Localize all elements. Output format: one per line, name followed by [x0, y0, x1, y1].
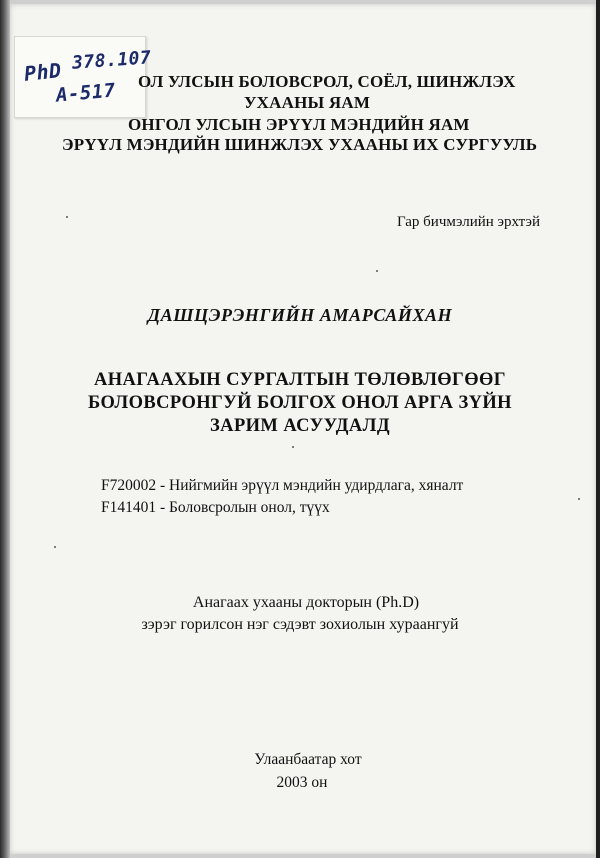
degree-line1: Анагаах ухааны докторын (Ph.D) — [192, 594, 420, 611]
library-mark-phd: PhD — [22, 58, 63, 86]
city: Улаанбаатар хот — [254, 751, 362, 768]
scan-speck — [54, 546, 56, 548]
scan-speck — [292, 446, 294, 448]
library-mark-code: A-517 — [55, 79, 117, 107]
ministry-health: ОНГОЛ УЛСЫН ЭРҮҮЛ МЭНДИЙН ЯАМ — [128, 115, 470, 134]
scan-speck — [376, 270, 378, 272]
manuscript-rights-note: Гар бичмэлийн эрхтэй — [396, 214, 540, 230]
scan-speck — [66, 216, 68, 218]
degree-line2: зэрэг горилсон нэг сэдэвт зохиолын хураангуй — [141, 616, 459, 633]
scan-speck — [578, 498, 580, 500]
thesis-title-line3: ЗАРИМ АСУУДАЛД — [210, 416, 390, 436]
year: 2003 он — [276, 774, 328, 791]
ministry-education-line2: УХААНЫ ЯАМ — [244, 93, 371, 112]
thesis-title-line1: АНАГААХЫН СУРГАЛТЫН ТӨЛӨВЛӨГӨӨГ — [94, 370, 506, 390]
university-name: ЭРҮҮЛ МЭНДИЙН ШИНЖЛЭХ УХААНЫ ИХ СУРГУУЛЬ — [62, 135, 538, 154]
thesis-title-line2: БОЛОВСРОНГУЙ БОЛГОХ ОНОЛ АРГА ЗҮЙН — [88, 393, 512, 413]
specialty-code-1: F720002 - Нийгмийн эрүүл мэндийн удирдлага, хяналт — [101, 477, 464, 494]
specialty-code-2: F141401 - Боловсролын онол, түүх — [101, 499, 330, 516]
ministry-education-line1: ОЛ УЛСЫН БОЛОВСРОЛ, СОЁЛ, ШИНЖЛЭХ — [138, 72, 516, 91]
author-name: ДАШЦЭРЭНГИЙН АМАРСАЙХАН — [147, 305, 453, 325]
library-mark-classification: 378.107 — [71, 47, 152, 74]
